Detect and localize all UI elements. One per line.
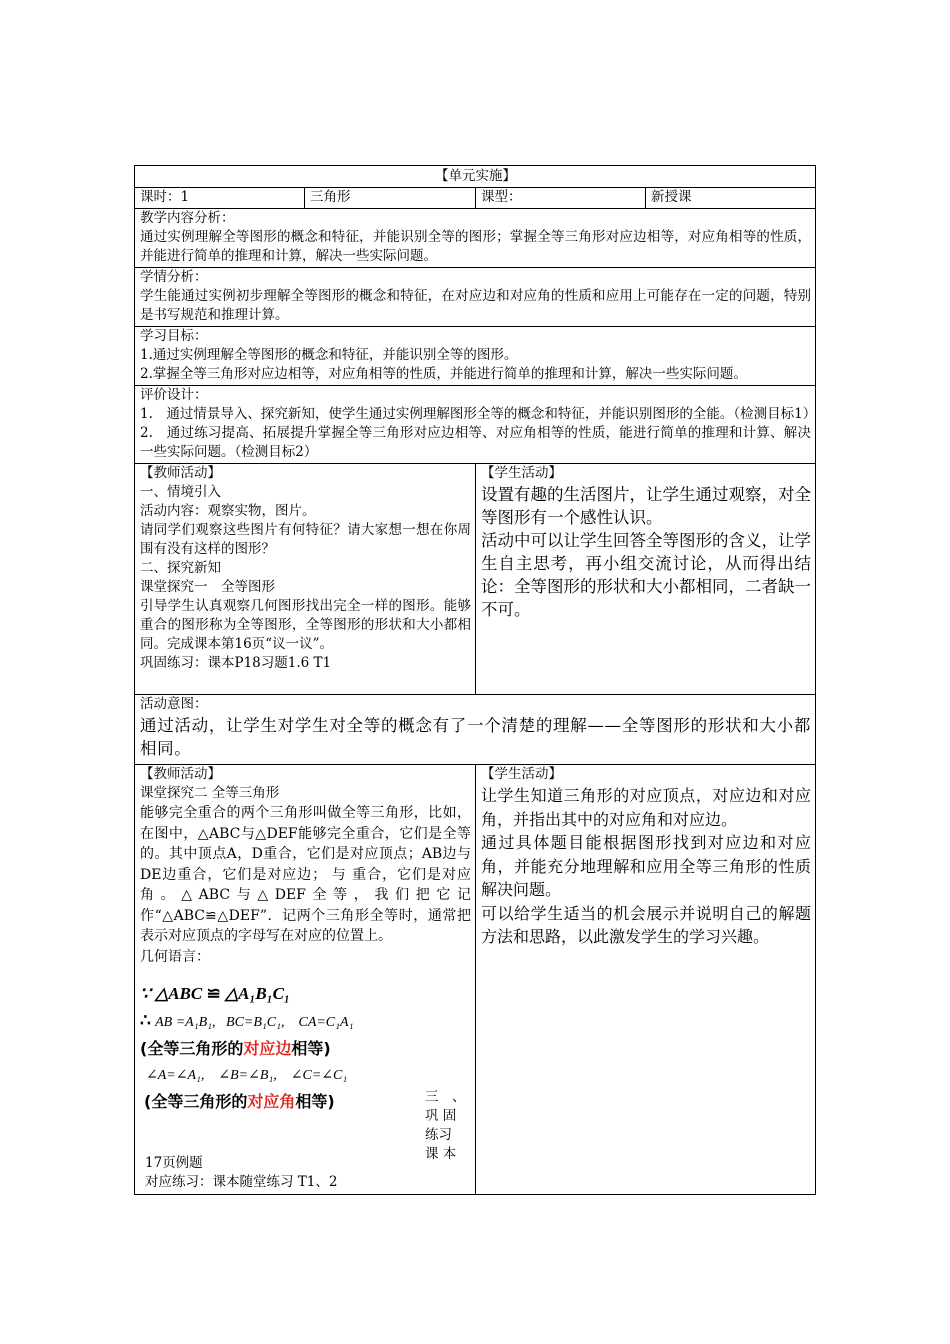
evaluation-item: 1. 通过情景导入、探究新知，使学生通过实例理解图形全等的概念和特征，并能识别图形的全能。（检测目标1） xyxy=(140,406,817,422)
goal-item: 1.通过实例理解全等图形的概念和特征，并能识别全等的图形。 xyxy=(140,347,518,363)
student-analysis-text: 学生能通过实例初步理解全等图形的概念和特征，在对应边和对应角的性质和应用上可能存在一定的问题，特别是书写规范和推理计算。 xyxy=(140,288,811,323)
because-symbol: ∵ xyxy=(140,984,151,1003)
note-angles xyxy=(140,1089,471,1115)
header-row xyxy=(135,166,816,188)
intent-row xyxy=(135,695,816,765)
content-analysis-row xyxy=(135,209,816,268)
side-line: 三 、 xyxy=(425,1089,466,1105)
teacher-line: 几何语言： xyxy=(140,948,210,965)
lesson-plan xyxy=(134,165,815,1195)
student-activity-2 xyxy=(476,765,816,1195)
teacher-line: 巩固练习：课本P18习题1.6 T1 xyxy=(140,655,332,671)
teacher-line: 请同学们观察这些图片有何特征？请大家想一想在你周围有没有这样的图形？ xyxy=(140,522,471,557)
side-line: 课 本 xyxy=(425,1146,457,1162)
formula-line-sides xyxy=(140,1008,471,1036)
evaluation-design xyxy=(135,386,816,464)
student-activity-1 xyxy=(476,464,816,695)
teacher-line: 活动内容：观察实物，图片。 xyxy=(140,503,316,519)
teacher-activity-title: 【教师活动】 xyxy=(140,465,221,481)
student-line: 活动中可以让学生回答全等图形的含义，让学生自主思考，再小组交流讨论，从而得出结论：全等图形的形状和大小都相同，二者缺一不可。 xyxy=(481,531,811,619)
student-line: 可以给学生适当的机会展示并说明自己的解题方法和思路，以此激发学生的学习兴趣。 xyxy=(481,903,811,946)
lesson-topic: 三角形 xyxy=(305,188,476,209)
student-line: 让学生知道三角形的对应顶点，对应边和对应角，并指出其中的对应角和对应边。 xyxy=(481,786,811,829)
note-text: (全等三角形的 xyxy=(140,1039,244,1058)
student-activity-title: 【学生活动】 xyxy=(481,465,562,481)
teacher-activity-2 xyxy=(135,765,476,1195)
side-line: 巩 固 xyxy=(425,1108,457,1124)
student-line: 通过具体题目能根据图形找到对应边和对应角，并能充分地理解和应用全等三角形的性质解决问题。 xyxy=(481,833,811,899)
learning-goals xyxy=(135,327,816,386)
teacher-line: 能够完全重合的两个三角形叫做全等三角形，比如，在图中，△ABC与△DEF能够完全重合，它们是全等的。其中顶点A，D重合，它们是对应顶点；AB边与DE边重合，它们是对应边； 与 重合，它们是对应角。△ABC与△DEF全等，我们把它记作“△ABC≌△DEF”．记两个三角形全等时，通常把表示对应顶点的字母写在对应的位置上。 xyxy=(140,805,471,944)
teacher-line: 引导学生认真观察几何图形找出完全一样的图形。能够重合的图形称为全等图形，全等图形的形状和大小都相同。完成课本第16页“议一议”。 xyxy=(140,598,471,652)
note-highlight: 对应边 xyxy=(243,1039,292,1058)
student-analysis-row xyxy=(135,268,816,327)
side-line: 练习 xyxy=(425,1127,452,1143)
evaluation-title: 评价设计： xyxy=(140,387,208,403)
teacher-line: 课堂探究二 全等三角形 xyxy=(140,785,280,801)
formula-line-congruence xyxy=(140,981,471,1008)
angles-equal: ∠A=∠A₁, ∠B=∠B₁, ∠C=∠C₁ xyxy=(146,1068,348,1083)
student-line: 设置有趣的生活图片，让学生通过观察，对全等图形有一个感性认识。 xyxy=(481,485,811,527)
content-analysis-title: 教学内容分析： xyxy=(140,210,235,226)
student-analysis xyxy=(135,268,816,327)
note-sides xyxy=(140,1036,471,1062)
activity-intent xyxy=(135,695,816,765)
evaluation-row xyxy=(135,386,816,464)
teacher-line: 一、情境引入 xyxy=(140,484,221,500)
formula-line-angles xyxy=(140,1062,471,1089)
note-text: 相等) xyxy=(295,1092,335,1111)
tail-line: 对应练习：课本随堂练习 T1、2 xyxy=(145,1174,338,1190)
intent-text: 通过活动，让学生对学生对全等的概念有了一个清楚的理解——全等图形的形状和大小都相同。 xyxy=(140,716,811,758)
teacher-activity-1 xyxy=(135,464,476,695)
side-note xyxy=(425,1088,471,1164)
lesson-type-label: 课型： xyxy=(476,188,646,209)
lesson-table xyxy=(134,165,816,1195)
triangle-a1b1c1: △A₁B₁C₁ xyxy=(225,984,290,1003)
goals-title: 学习目标： xyxy=(140,328,208,344)
tail-lines xyxy=(145,1154,337,1192)
geometry-formula xyxy=(140,981,471,1115)
note-text: 相等) xyxy=(291,1039,331,1058)
therefore-symbol: ∴ xyxy=(140,1011,151,1030)
intent-title: 活动意图： xyxy=(140,696,208,712)
info-row xyxy=(135,188,816,209)
activity-row-1 xyxy=(135,464,816,695)
triangle-abc: △ABC xyxy=(155,984,203,1003)
note-highlight: 对应角 xyxy=(247,1092,296,1111)
teacher-line: 二、探究新知 xyxy=(140,560,221,576)
evaluation-item: 2. 通过练习提高、拓展提升掌握全等三角形对应边相等、对应角相等的性质，能进行简单的推理和计算、解决一些实际问题。（检测目标2） xyxy=(140,425,811,460)
goal-item: 2.掌握全等三角形对应边相等，对应角相等的性质，并能进行简单的推理和计算，解决一些实际问题。 xyxy=(140,366,747,382)
content-analysis-text: 通过实例理解全等图形的概念和特征，并能识别全等的图形；掌握全等三角形对应边相等，对应角相等的性质，并能进行简单的推理和计算，解决一些实际问题。 xyxy=(140,229,811,264)
student-activity-title: 【学生活动】 xyxy=(481,766,562,782)
student-analysis-title: 学情分析： xyxy=(140,269,208,285)
lesson-type-value: 新授课 xyxy=(646,188,816,209)
goals-row xyxy=(135,327,816,386)
unit-header: 【单元实施】 xyxy=(135,166,816,188)
lesson-count: 课时：1 xyxy=(135,188,305,209)
congruent-symbol: ≌ xyxy=(206,984,221,1003)
sides-equal: AB =A₁B₁, BC=B₁C₁, CA=C₁A₁ xyxy=(155,1015,354,1030)
tail-line: 17页例题 xyxy=(145,1155,203,1171)
teacher-activity-title: 【教师活动】 xyxy=(140,766,221,782)
note-text: (全等三角形的 xyxy=(144,1092,248,1111)
content-analysis xyxy=(135,209,816,268)
teacher-line: 课堂探究一 全等图形 xyxy=(140,579,275,595)
activity-row-2 xyxy=(135,765,816,1195)
